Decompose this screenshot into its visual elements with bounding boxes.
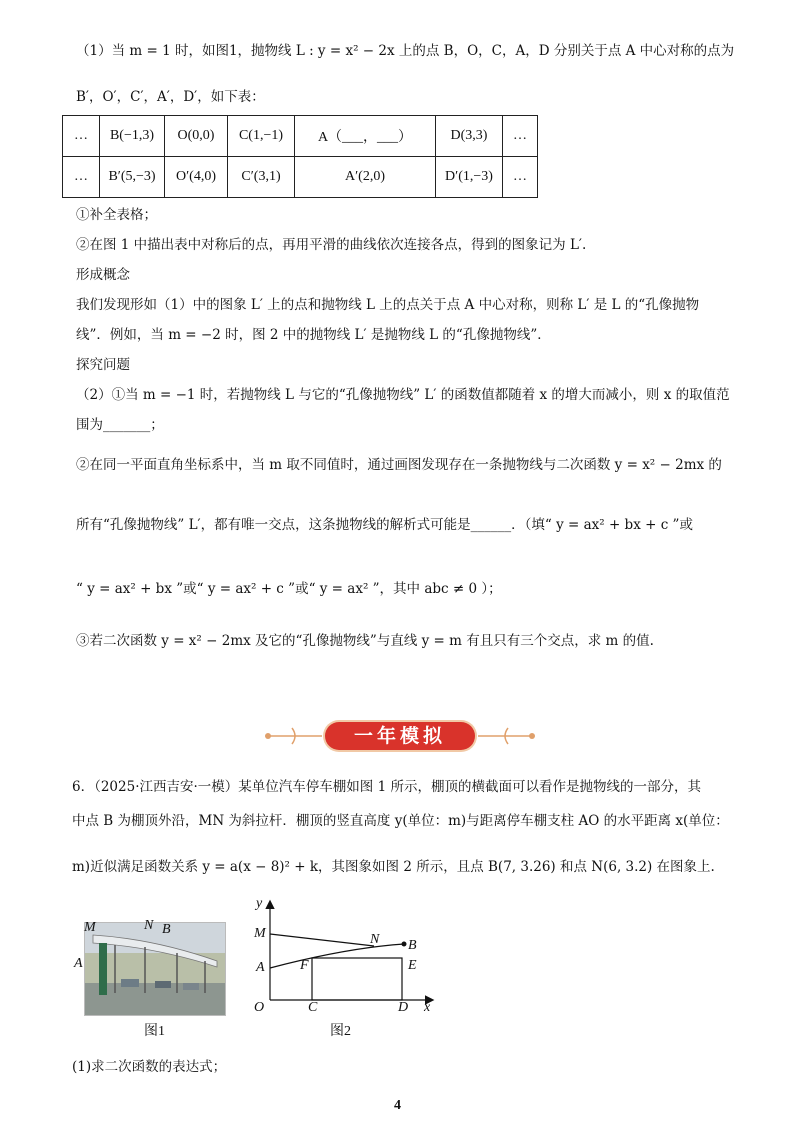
fig2-label-x: x [424,1000,431,1015]
table-cell: D′(1,−3) [436,157,503,198]
fig2-label-E: E [408,958,417,973]
fig2-label-O: O [254,1000,265,1015]
q2a-line1: （2）①当 m = −1 时，若抛物线 L 与它的“孔像抛物线” L′ 的函数值都随着 x 的增大而减小，则 x 的取值范 [76,387,730,403]
concept-heading: 形成概念 [76,267,130,283]
table-cell: … [503,116,538,157]
section-banner: 一年模拟 [325,722,475,750]
table-cell: B(−1,3) [100,116,165,157]
q6-line3: m)近似满足函数关系 y = a(x − 8)² + k，其图象如图 2 所示，且点 B(7, 3.26) 和点 N(6, 3.2) 在图象上. [72,859,715,875]
task-complete-table: ①补全表格； [76,207,157,223]
table-cell: O′(4,0) [165,157,228,198]
q1-line2: B′，O′，C′，A′，D′，如下表： [76,89,265,105]
table-cell: A′(2,0) [295,157,436,198]
symmetry-table [62,115,538,198]
fig1-label-N: N [144,918,154,933]
table-cell: … [503,157,538,198]
brace-MN [270,934,374,946]
q6-line2: 中点 B 为棚顶外沿，MN 为斜拉杆．棚顶的竖直高度 y(单位：m)与距离停车棚支柱 AO 的水平距离 x(单位： [72,813,729,829]
carport-photo [84,922,226,1016]
fig1-label-A: A [74,956,83,971]
fig1-label-B: B [162,922,171,937]
table-cell: O(0,0) [165,116,228,157]
page-number: 4 [394,1098,401,1113]
q6-sub1: (1)求二次函数的表达式； [72,1059,227,1075]
fig1-label-M: M [84,920,96,935]
fig1-caption: 图1 [144,1024,165,1039]
q2a-line2: 围为_______； [76,417,164,433]
q2b-line3: “ y = ax² + bx ”或“ y = ax² + c ”或“ y = ax² ”，其中 abc ≠ 0 ）； [76,581,502,597]
table-cell-blank: A（___，___） [295,116,436,157]
table-cell: C′(3,1) [228,157,295,198]
table-row [63,157,538,198]
fig2-label-M: M [254,926,266,941]
table-cell: B′(5,−3) [100,157,165,198]
concept-line1: 我们发现形如（1）中的图象 L′ 上的点和抛物线 L 上的点关于点 A 中心对称，则称 L′ 是 L 的“孔像抛物 [76,297,700,313]
fig2-caption: 图2 [330,1024,351,1039]
table-cell: … [63,157,100,198]
fig2-label-F: F [300,958,309,973]
explore-heading: 探究问题 [76,357,130,373]
point-B [402,942,407,947]
fig2-label-D: D [398,1000,409,1015]
fig2-label-A: A [256,960,265,975]
q2b-line1: ②在同一平面直角坐标系中，当 m 取不同值时，通过画图发现存在一条抛物线与二次函数 y = x² − 2mx 的 [76,457,722,473]
roof-parabola [270,944,404,968]
table-cell: D(3,3) [436,116,503,157]
fig2-label-y: y [256,896,263,911]
table-cell: C(1,−1) [228,116,295,157]
fig2-label-C: C [308,1000,318,1015]
q1-line1: （1）当 m = 1 时，如图1，抛物线 L : y = x² − 2x 上的点 B，O，C，A，D 分别关于点 A 中心对称的点为 [76,43,735,59]
fig2-label-N: N [370,932,380,947]
task-draw-graph: ②在图 1 中描出表中对称后的点，再用平滑的曲线依次连接各点，得到的图象记为 L′. [76,237,587,253]
fig2-label-B: B [408,938,417,953]
q2c-line: ③若二次函数 y = x² − 2mx 及它的“孔像抛物线”与直线 y = m 有且只有三个交点，求 m 的值. [76,633,654,649]
table-cell: … [63,116,100,157]
rect-FECD [312,958,402,1000]
table-row [63,116,538,157]
concept-line2: 线”．例如，当 m = −2 时，图 2 中的抛物线 L′ 是抛物线 L 的“孔像抛物线”． [76,327,551,343]
q6-line1: 6．（2025·江西吉安·一模）某单位汽车停车棚如图 1 所示，棚顶的横截面可以看作是抛物线的一部分，其 [72,779,701,795]
q2b-line2: 所有“孔像抛物线” L′，都有唯一交点，这条抛物线的解析式可能是______．（填“ y = ax² + bx + c ”或 [76,517,693,533]
